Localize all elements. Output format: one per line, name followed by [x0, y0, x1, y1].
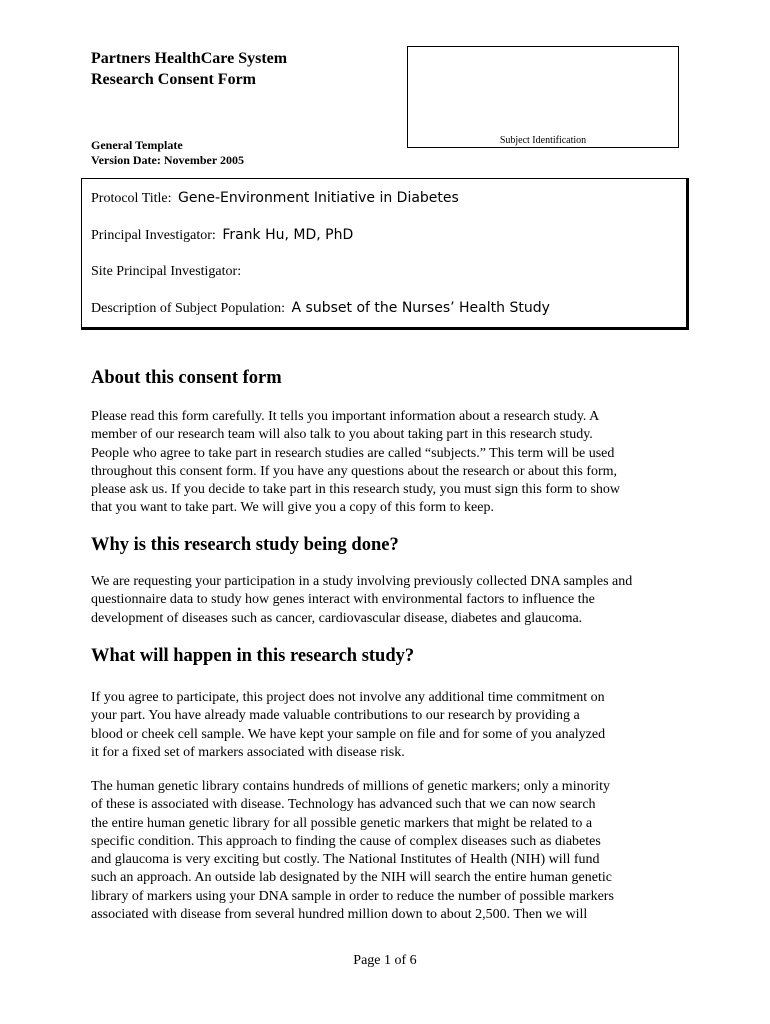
paragraph-line: blood or cheek cell sample. We have kept your sample on file and for some of you analyzed — [91, 726, 606, 742]
paragraph-line: development of diseases such as cancer, cardiovascular disease, diabetes and glaucoma. — [91, 610, 583, 626]
page-number: Page 1 of 6 — [353, 953, 417, 968]
paragraph-line: library of markers using your DNA sample in order to reduce the number of possible markers — [91, 888, 614, 904]
paragraph-line: Please read this form carefully. It tells you important information about a research study. A — [91, 409, 600, 424]
protocol-box — [81, 178, 689, 330]
version-date: Version Date: November 2005 — [91, 153, 244, 167]
paragraph-line: your part. You have already made valuable contributions to our research by providing a — [91, 708, 580, 724]
about-heading: About this consent form — [91, 368, 282, 388]
paragraph-line: and glaucoma is very exciting but costly. The National Institutes of Health (NIH) will fund — [91, 852, 600, 868]
paragraph-line: questionnaire data to study how genes interact with environmental factors to influence the — [91, 592, 595, 608]
paragraph-line: it for a fixed set of markers associated with disease risk. — [91, 744, 405, 760]
site-pi-label: Site Principal Investigator: — [91, 264, 242, 279]
subject-population-label: Description of Subject Population: — [91, 301, 286, 316]
paragraph-line: such an approach. An outside lab designated by the NIH will search the entire human genetic — [91, 870, 612, 886]
principal-investigator-row — [91, 227, 353, 244]
paragraph-line: please ask us. If you decide to take part in this research study, you must sign this form to show — [91, 482, 621, 498]
organization-title — [91, 48, 287, 90]
what-heading: What will happen in this research study? — [91, 646, 415, 666]
paragraph-line: the entire human genetic library for all possible genetic markers that might be related to a — [91, 815, 593, 831]
principal-investigator-value: Frank Hu, MD, PhD — [222, 227, 354, 243]
what-paragraph-2 — [91, 778, 691, 924]
paragraph-line: associated with disease from several hundred million down to about 2,500. Then we will — [91, 907, 588, 923]
protocol-title-row — [91, 190, 459, 207]
about-paragraph — [91, 408, 691, 518]
paragraph-line: throughout this consent form. If you have any questions about the research or about this form, — [91, 463, 618, 479]
template-info — [91, 138, 244, 168]
org-name: Partners HealthCare System — [91, 50, 288, 67]
what-paragraph-1 — [91, 689, 691, 762]
subject-population-row — [91, 300, 550, 317]
subject-identification-box — [407, 46, 679, 148]
paragraph-line: People who agree to take part in research studies are called “subjects.” This term will be used — [91, 445, 615, 461]
paragraph-line: specific condition. This approach to finding the cause of complex diseases such as diabetes — [91, 833, 601, 849]
protocol-title-value: Gene-Environment Initiative in Diabetes — [178, 190, 459, 206]
paragraph-line: If you agree to participate, this project does not involve any additional time commitment on — [91, 690, 605, 705]
why-heading: Why is this research study being done? — [91, 535, 399, 555]
paragraph-line: The human genetic library contains hundreds of millions of genetic markers; only a minority — [91, 779, 611, 794]
paragraph-line: member of our research team will also talk to you about taking part in this research study. — [91, 427, 593, 443]
paragraph-line: of these is associated with disease. Technology has advanced such that we can now search — [91, 797, 596, 813]
paragraph-line: We are requesting your participation in a study involving previously collected DNA samples and — [91, 574, 633, 589]
paragraph-line: that you want to take part. We will give you a copy of this form to keep. — [91, 500, 494, 516]
why-paragraph — [91, 573, 691, 628]
subject-identification-label: Subject Identification — [499, 135, 587, 146]
protocol-title-label: Protocol Title: — [91, 191, 172, 206]
form-name: Research Consent Form — [91, 71, 257, 88]
subject-population-value: A subset of the Nurses’ Health Study — [291, 300, 550, 316]
template-name: General Template — [91, 138, 183, 152]
site-pi-row — [91, 264, 241, 280]
principal-investigator-label: Principal Investigator: — [91, 228, 216, 243]
